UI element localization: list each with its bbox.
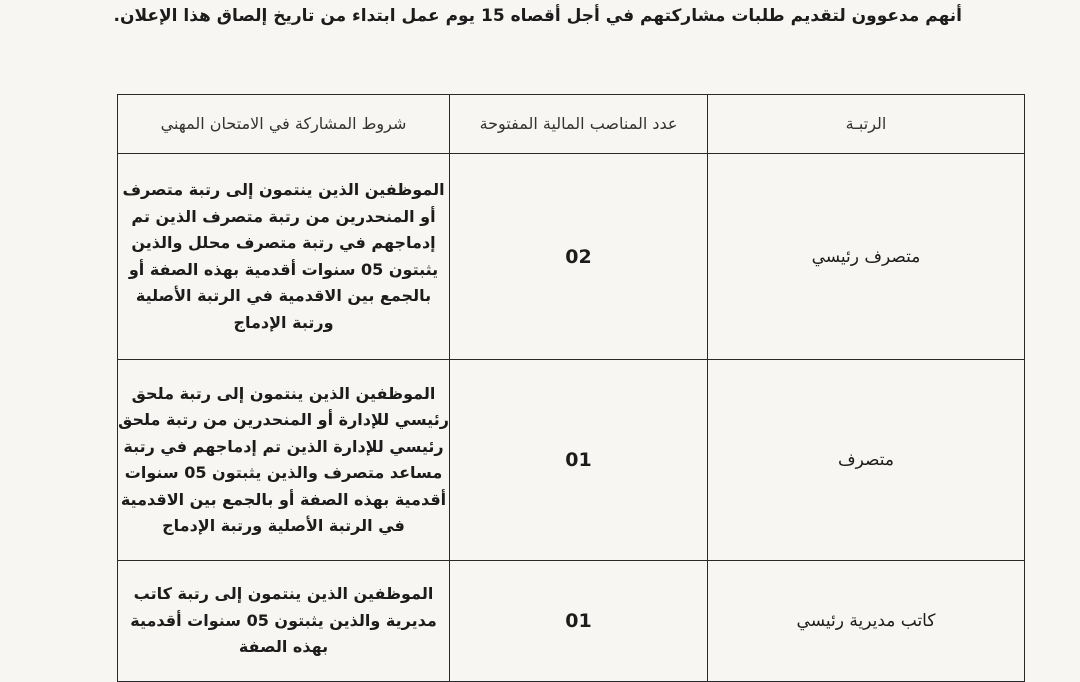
header-open-positions: عدد المناصب المالية المفتوحة [450,95,708,154]
rank-cell: متصرف [708,360,1025,561]
conditions-cell: الموظفين الذين ينتمون إلى رتبة ملحق رئيسي للإدارة أو المنحدرين من رتبة ملحق رئيسي للإدارة الذين تم إدماجهم في رتبة مساعد متصرف والذين يثبتون 05 سنوات أقدمية بهذه الصفة أو بالجمع بين الاقدمية في الرتبة الأصلية ورتبة الإدماج [118,360,450,561]
table-row [118,561,1025,682]
rank-cell: كاتب مديرية رئيسي [708,561,1025,682]
header-rank: الرتبـة [708,95,1025,154]
count-cell: 01 [450,561,708,682]
table-header-row [118,95,1025,154]
positions-table [117,94,1025,682]
count-cell: 01 [450,360,708,561]
count-cell: 02 [450,154,708,360]
conditions-cell: الموظفين الذين ينتمون إلى رتبة كاتب مديرية والذين يثبتون 05 سنوات أقدمية بهذه الصفة [118,561,450,682]
table-row [118,360,1025,561]
header-conditions: شروط المشاركة في الامتحان المهني [118,95,450,154]
conditions-cell: الموظفين الذين ينتمون إلى رتبة متصرف أو المنحدرين من رتبة متصرف الذين تم إدماجهم في رتبة متصرف محلل والذين يثبتون 05 سنوات أقدمية بهذه الصفة أو بالجمع بين الاقدمية في الرتبة الأصلية ورتبة الإدماج [118,154,450,360]
intro-paragraph: أنهم مدعوون لتقديم طلبات مشاركتهم في أجل أقصاه 15 يوم عمل ابتداء من تاريخ إلصاق هذا الإعلان. [113,6,962,26]
table-row [118,154,1025,360]
rank-cell: متصرف رئيسي [708,154,1025,360]
